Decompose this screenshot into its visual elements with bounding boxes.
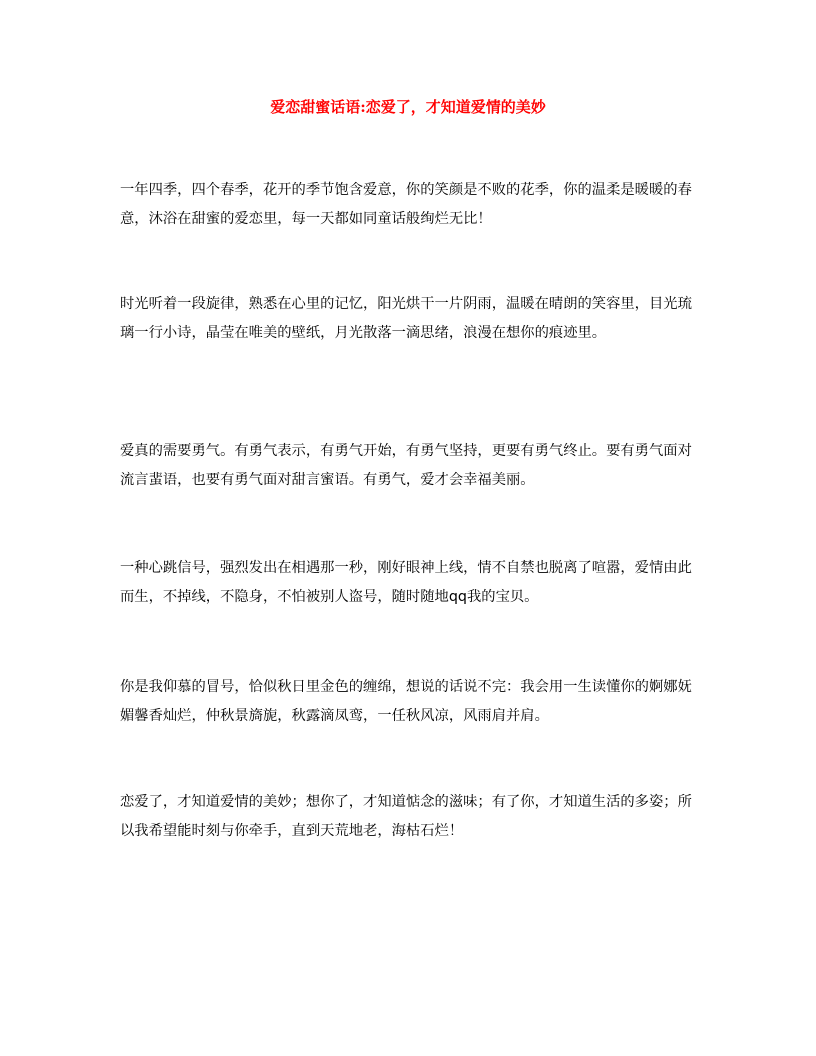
paragraph-4: 一种心跳信号，强烈发出在相遇那一秒，刚好眼神上线，情不自禁也脱离了喧嚣，爱情由此而生，不掉线，不隐身，不怕被别人盗号，随时随地qq我的宝贝。	[120, 560, 692, 605]
document-title: 爱恋甜蜜话语:恋爱了，才知道爱情的美妙	[270, 98, 546, 116]
paragraph-5: 你是我仰慕的冒号，恰似秋日里金色的缠绵，想说的话说不完：我会用一生读懂你的婀娜妩媚馨香灿烂，仲秋景旖旎，秋露滴凤鸾，一任秋风凉，风雨肩并肩。	[120, 679, 692, 724]
paragraph-6: 恋爱了，才知道爱情的美妙；想你了，才知道惦念的滋味；有了你，才知道生活的多姿；所以我希望能时刻与你牵手，直到天荒地老，海枯石烂！	[120, 794, 692, 839]
paragraph-1: 一年四季，四个春季，花开的季节饱含爱意，你的笑颜是不败的花季，你的温柔是暖暖的春意，沐浴在甜蜜的爱恋里，每一天都如同童话般绚烂无比！	[120, 182, 692, 227]
paragraph-2: 时光听着一段旋律，熟悉在心里的记忆，阳光烘干一片阴雨，温暖在晴朗的笑容里，目光琉璃一行小诗，晶莹在唯美的壁纸，月光散落一滴思绪，浪漫在想你的痕迹里。	[120, 296, 692, 341]
paragraph-3: 爱真的需要勇气。有勇气表示，有勇气开始，有勇气坚持，更要有勇气终止。要有勇气面对流言蜚语，也要有勇气面对甜言蜜语。有勇气，爱才会幸福美丽。	[120, 443, 692, 488]
